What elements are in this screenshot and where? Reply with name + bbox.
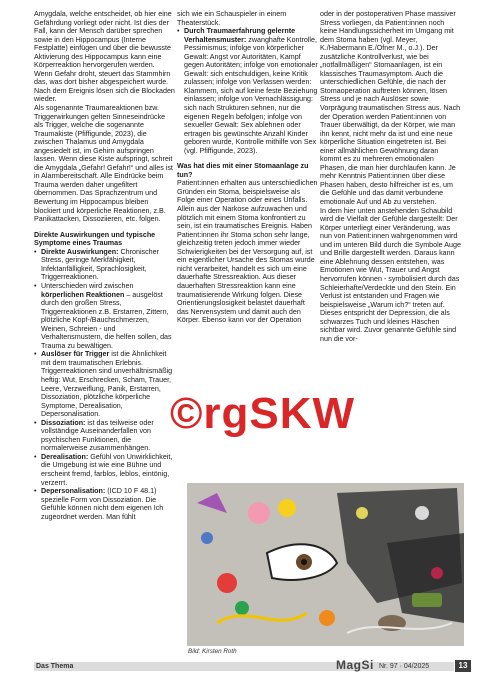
photo-caption: Bild: Kirsten Roth — [188, 648, 237, 655]
list-item: • Durch Traumaerfahrung gelernte Verhaltensmuster: zwanghafte Kontrolle, Pessimismus; infolge von körperlicher Gewalt: Angst vor Autoritäten, Kampf gegen Autoritäten; infolge von emotionaler Gewalt: sich entschuldigen, keine Kritik zulassen; infolge von Verlassen werden: Klammern, sich auf keine feste Beziehung einlassen; infolge von Vernachlässigung: sich nach Strukturen sehnen, nur die eigenen Regeln befolgen; infolge von sexueller Gewalt: Sex ablehnen oder ertragen bis gewünschte Anzahl Kinder geboren wurde, Kontrolle mithilfe von Sex (vgl. Pfiffigunde, 2023). — [177, 27, 318, 155]
magazine-logo: MagSi — [336, 658, 374, 672]
list-item: • Derealisation: Gefühl von Unwirklichkeit, die Umgebung ist wie eine Bühne und erscheint fremd, farblos, leblos, eintönig, verzerrt. — [34, 453, 175, 487]
col2-heading: Was hat dies mit einer Stomaanlage zu tun? — [177, 162, 309, 179]
col1-trauma: Als sogenannte Traumareaktionen bzw. Triggerwirkungen gelten Sinneseindrücke als Trigger, welche die sogenannte Traumakiste (Pfiffigunde, 2023), die zwischen Thalamus und Amygdala angesiedelt ist, im Gehirn aufspringen lassen. Wenn diese Kiste aufspringt, schreit die Amygdala „Gefahr! Gefahr!“ und alles ist in Alarmbereitschaft. Alle Eindrücke beim Trauma werden daher ungefiltert übernommen. Das Sprachzentrum und Bewertung im Hippocampus bleiben blockiert und körperliche Reaktionen, z.B. Panikattacken, Dissoziieren, etc. folgen. — [34, 104, 173, 224]
col2-continuation: sich wie ein Schauspieler in einem Theaterstück. — [177, 10, 287, 27]
list-item: • Unterschieden wird zwischen körperlichen Reaktionen – ausgelöst durch den großen Stress, Triggerreaktionen z.B. Erstarren, Zittern, plötzliche Kopf-/Bauchschmerzen, Weinen, Schreien - und Verhaltensmustern, die helfen sollen, das Trauma zu bewältigen. — [34, 282, 175, 350]
watermark: ©rgSKW — [170, 389, 356, 438]
footer-section: Das Thema — [36, 663, 74, 670]
col1-heading: Direkte Auswirkungen und typische Symptome eines Traumas — [34, 230, 156, 248]
col3-paragraph-1: oder in der postoperativen Phase massiver Stress vorliegen, da Patient:innen noch keine Handlungssicherheit im Umgang mit dem Stoma haben (vgl. Meyer, K./Habermann E./Ofner M., o.J.). Der zusätzliche Kontrollverlust, wie bei „notfallmäßigen“ Stomaanlagen, ist ein klassisches Traumasymptom. Auch die unterschiedlichen Gefühle, die nach der Stomaoperation auftreten können, lösen Stress und je nach Auslöser sowie Vorprägung traumatischen Stress aus. Nach der Operation werden Patient:innen von Trauer überwältigt, da der Körper, wie man ihn kennt, nicht mehr da ist und eine neue körperliche Situation eingetreten ist. Bei einer allmählichen Gewöhnung daran kommt es zu mehreren emotionalen Phasen, die man hier durchlaufen kann. Je mehr Kenntnis Patient:innen über diese Phasen haben, desto hilfreicher ist es, um die Gefühle und das damit verbundene emotionale Auf und Ab zu verstehen. — [320, 10, 461, 207]
column-3 — [320, 10, 461, 343]
page-footer — [0, 654, 480, 679]
column-2 — [177, 10, 318, 325]
list-item: • Direkte Auswirkungen: Chronischer Stress, geringe Merkfähigkeit, Infektanfälligkeit, Sprachlosigkeit, Triggerreaktionen. — [34, 248, 175, 282]
collage-photo-art — [187, 483, 464, 646]
col2-paragraph: Patient:innen erhalten aus unterschiedlichen Gründen ein Stoma, beispielsweise als Folge einer Operation oder eines Unfalls. Allein aus der Narkose aufzuwachen und plötzlich mit einem Stoma konfrontiert zu sein, ist ein traumatisches Ereignis. Haben Patient:innen ihr Stoma schon sehr lange, gleichzeitig treten jedoch immer wieder Schwierigkeiten bei der Versorgung auf, ist ein eigentlicher Ursache des Stomas wurde nicht verarbeitet, handelt es sich um eine dauerhafte Stressreaktion. Aus dieser dauerhaften Stressreaktion kann eine traumatisierende Wirkung folgen. Diese Orientierungslosigkeit belastet dauerhaft das Nervensystem und damit auch den Körper. Ebenso kann vor der Operation — [177, 179, 318, 325]
page-number: 13 — [455, 660, 471, 672]
behavior-list — [177, 27, 318, 155]
column-1 — [34, 10, 175, 521]
list-item: • Depersonalisation: (ICD 10 F 48.1) spezielle Form von Dissoziation. Die Gefühle können nicht dem eigenen Ich zugeordnet werden. Man fühlt — [34, 487, 175, 521]
footer-issue: Nr. 97 · 04/2025 — [379, 663, 430, 670]
col3-paragraph-2: In dem hier unten anstehenden Schaubild wird die Vielfalt der Gefühle dargestellt: Der Körper unterliegt einer Veränderung, was nun von Patient:innen wahrgenommen wird und im unteren Bild durch die Symbole Auge und Brille dargestellt werden. Daraus kann eine Ablehnung dessen entstehen, was Emotionen wie Wut, Trauer und Angst hervorrufen können - symbolisiert durch das Schleierhafte/Verdeckte und den Stein. Ein Verlust ist entstanden und Fragen wie beispielsweise „Warum ich?“ treten auf. Dieses entspricht der Depression, die als schwarzes Tuch und kleines Häschen sichtbar wird. Zuvor genannte Gefühle sind nun die vor- — [320, 206, 461, 343]
collage-photo — [187, 483, 464, 646]
symptom-list — [34, 248, 175, 522]
list-item: • Dissoziation: ist das teilweise oder vollständige Auseinanderfallen von psychischen Funktionen, die normalerweise zusammenhängen. — [34, 419, 175, 453]
col1-intro: Amygdala, welche entscheidet, ob hier eine Gefährdung vorliegt oder nicht. Ist dies der Fall, kann der Mensch darüber sprechen sowie in den Hippocampus (Interne Festplatte) einfügen und über die bewusste Aktivierung des Hippocampus kann eine Körperreaktion hervorgerufen werden. Wenn Gefahr droht, steuert das Stammhirn das, was dort bisher abgespeichert wurde. Nach dem Ereignis lösen sich die Blockaden wieder. — [34, 10, 175, 104]
list-item: • Auslöser für Trigger ist die Ähnlichkeit mit dem traumatischen Erlebnis. Triggerreaktionen sind unverhältnismäßig heftig: Wut, Erschrecken, Scham, Trauer, Leere, Verzweiflung, Panik, Erstarren, Dissoziation, plötzliche körperliche Symptome, Derealisation, Depersonalisation. — [34, 350, 175, 418]
